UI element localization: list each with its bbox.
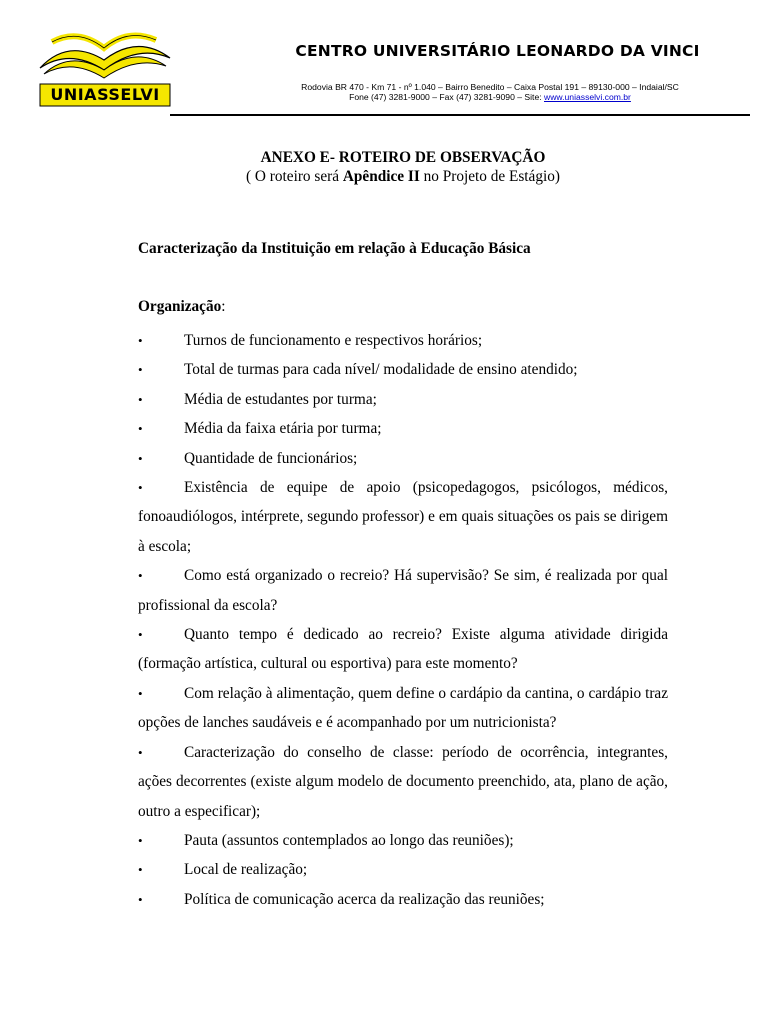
- org-label-text: Organização: [138, 298, 222, 315]
- list-item-text: Quanto tempo é dedicado ao recreio? Existe alguma atividade dirigida (formação artística, cultural ou esportiva) para este momento?: [138, 626, 668, 673]
- list-item: [138, 444, 668, 473]
- subtitle-bold: Apêndice II: [342, 168, 420, 185]
- list-item-text: Total de turmas para cada nível/ modalidade de ensino atendido;: [184, 361, 578, 379]
- list-item: [138, 855, 668, 884]
- site-link[interactable]: www.uniasselvi.com.br: [544, 92, 631, 102]
- bullet-icon: •: [138, 421, 143, 437]
- list-item: [138, 679, 668, 738]
- bullet-icon: •: [138, 450, 143, 466]
- list-item-text: Existência de equipe de apoio (psicopedagogos, psicólogos, médicos, fonoaudiólogos, intérprete, segundo professor) e em quais situações os pais se dirigem à escola;: [138, 479, 668, 555]
- list-item: [138, 885, 668, 914]
- list-item: [138, 826, 668, 855]
- page-header: [0, 0, 768, 120]
- list-item: [138, 473, 668, 561]
- bullet-icon: •: [138, 685, 143, 701]
- bullet-icon: •: [138, 333, 143, 348]
- contact-prefix: Fone (47) 3281-9000 – Fax (47) 3281-9090 – Site:: [349, 92, 544, 102]
- observation-list: [138, 326, 668, 914]
- list-item-text: Turnos de funcionamento e respectivos horários;: [184, 332, 483, 349]
- list-item: [138, 738, 668, 826]
- document-subtitle: [138, 167, 668, 187]
- bullet-icon: •: [138, 480, 143, 496]
- list-item-text: Com relação à alimentação, quem define o cardápio da cantina, o cardápio traz opções de lanches saudáveis e é acompanhado por um nutricionista?: [138, 684, 668, 732]
- list-item-text: Quantidade de funcionários;: [184, 449, 358, 467]
- institution-name: CENTRO UNIVERSITÁRIO LEONARDO DA VINCI: [295, 42, 700, 60]
- list-item: [138, 620, 668, 679]
- bullet-icon: •: [138, 362, 143, 378]
- header-divider: [170, 114, 750, 116]
- bullet-icon: •: [138, 891, 143, 907]
- organization-label: [138, 298, 226, 316]
- subtitle-open: ( O roteiro será: [246, 168, 343, 185]
- list-item-text: Política de comunicação acerca da realização das reuniões;: [184, 890, 545, 908]
- bullet-icon: •: [138, 862, 143, 878]
- bullet-icon: •: [138, 568, 143, 584]
- list-item: [138, 326, 668, 355]
- section-heading: Caracterização da Instituição em relação à Educação Básica: [138, 240, 531, 257]
- list-item-text: Caracterização do conselho de classe: período de ocorrência, integrantes, ações decorrentes (existe algum modelo de documento preenchido, ata, plano de ação, outro a especificar);: [138, 743, 668, 820]
- bullet-icon: •: [138, 627, 143, 643]
- address-line: Rodovia BR 470 - Km 71 - nº 1.040 – Bairro Benedito – Caixa Postal 191 – 89130-000 – Indaial/SC: [301, 82, 679, 92]
- list-item-text: Pauta (assuntos contemplados ao longo das reuniões);: [184, 831, 514, 849]
- bullet-icon: •: [138, 744, 143, 760]
- org-colon: :: [221, 298, 226, 315]
- subtitle-close: no Projeto de Estágio): [419, 168, 560, 185]
- contact-line: [230, 92, 750, 102]
- list-item: [138, 385, 668, 414]
- document-heading: [138, 148, 668, 187]
- bullet-icon: •: [138, 391, 143, 407]
- document-title: ANEXO E- ROTEIRO DE OBSERVAÇÃO: [260, 149, 546, 166]
- list-item-text: Média de estudantes por turma;: [184, 390, 377, 408]
- list-item: [138, 561, 668, 620]
- logo-text: UNIASSELVI: [50, 85, 160, 104]
- uniasselvi-logo: [38, 30, 173, 110]
- list-item-text: Média da faixa etária por turma;: [184, 420, 382, 438]
- bullet-icon: •: [138, 832, 143, 848]
- list-item-text: Local de realização;: [184, 861, 308, 879]
- list-item: [138, 355, 668, 384]
- list-item-text: Como está organizado o recreio? Há supervisão? Se sim, é realizada por qual profissional da escola?: [138, 567, 668, 614]
- list-item: [138, 414, 668, 443]
